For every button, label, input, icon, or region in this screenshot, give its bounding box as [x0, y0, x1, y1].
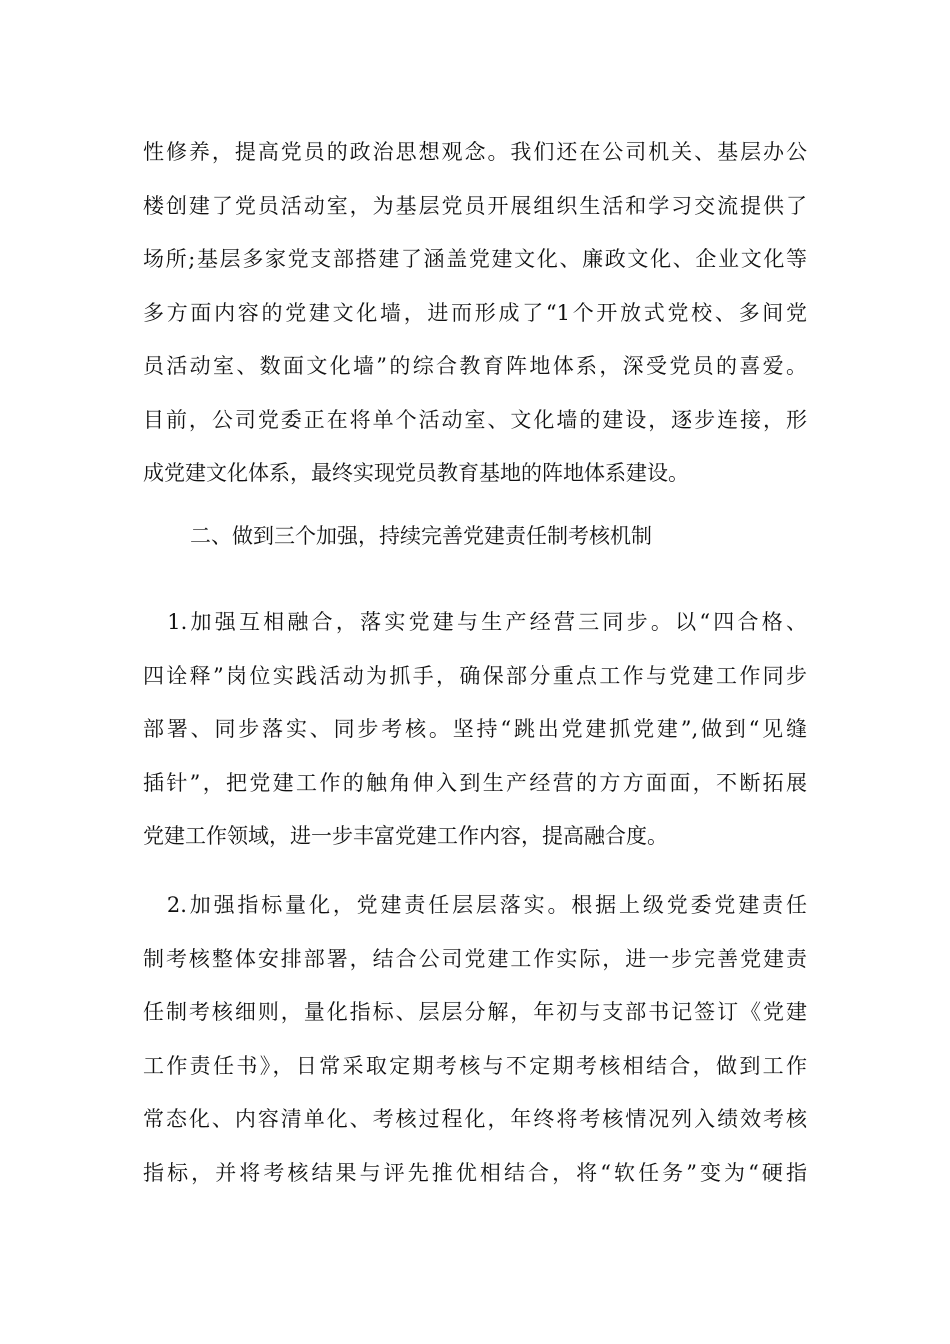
text-line: 部署、同步落实、同步考核。坚持“跳出党建抓党建”,做到“见缝	[143, 717, 807, 741]
text-line: 楼创建了党员活动室，为基层党员开展组织生活和学习交流提供了	[143, 193, 807, 218]
text-line: 插针”，把党建工作的触角伸入到生产经营的方方面面，不断拓展	[143, 770, 807, 795]
paragraph-intro	[143, 126, 807, 501]
text-line: 四诠释”岗位实践活动为抓手，确保部分重点工作与党建工作同步	[143, 663, 807, 688]
text-line: 员活动室、数面文化墙”的综合教育阵地体系，深受党员的喜爱。	[143, 354, 807, 378]
text-line: 场所;基层多家党支部搭建了涵盖党建文化、廉政文化、企业文化等	[143, 247, 807, 271]
text-line: 工作责任书》，日常采取定期考核与不定期考核相结合，做到工作	[143, 1053, 807, 1078]
text-line: 1.加强互相融合，落实党建与生产经营三同步。以“四合格、	[143, 610, 807, 634]
paragraph-1	[143, 596, 807, 864]
text-line: 党建工作领域，进一步丰富党建工作内容，提高融合度。	[143, 824, 668, 848]
text-line: 多方面内容的党建文化墙，进而形成了“1个开放式党校、多间党	[143, 300, 807, 325]
text-line: 制考核整体安排部署，结合公司党建工作实际，进一步完善党建责	[143, 946, 807, 971]
paragraph-2	[143, 879, 807, 1200]
text-line: 性修养，提高党员的政治思想观念。我们还在公司机关、基层办公	[143, 140, 807, 164]
text-line: 指标，并将考核结果与评先推优相结合，将“软任务”变为“硬指	[143, 1160, 807, 1185]
text-line: 目前，公司党委正在将单个活动室、文化墙的建设，逐步连接，形	[143, 407, 807, 432]
text-line: 2.加强指标量化，党建责任层层落实。根据上级党委党建责任	[143, 893, 807, 917]
text-line: 常态化、内容清单化、考核过程化，年终将考核情况列入绩效考核	[143, 1107, 807, 1131]
text-line: 任制考核细则，量化指标、层层分解，年初与支部书记签订《党建	[143, 1000, 807, 1024]
text-line: 成党建文化体系，最终实现党员教育基地的阵地体系建设。	[143, 461, 689, 485]
section-heading: 二、做到三个加强，持续完善党建责任制考核机制	[190, 524, 652, 548]
